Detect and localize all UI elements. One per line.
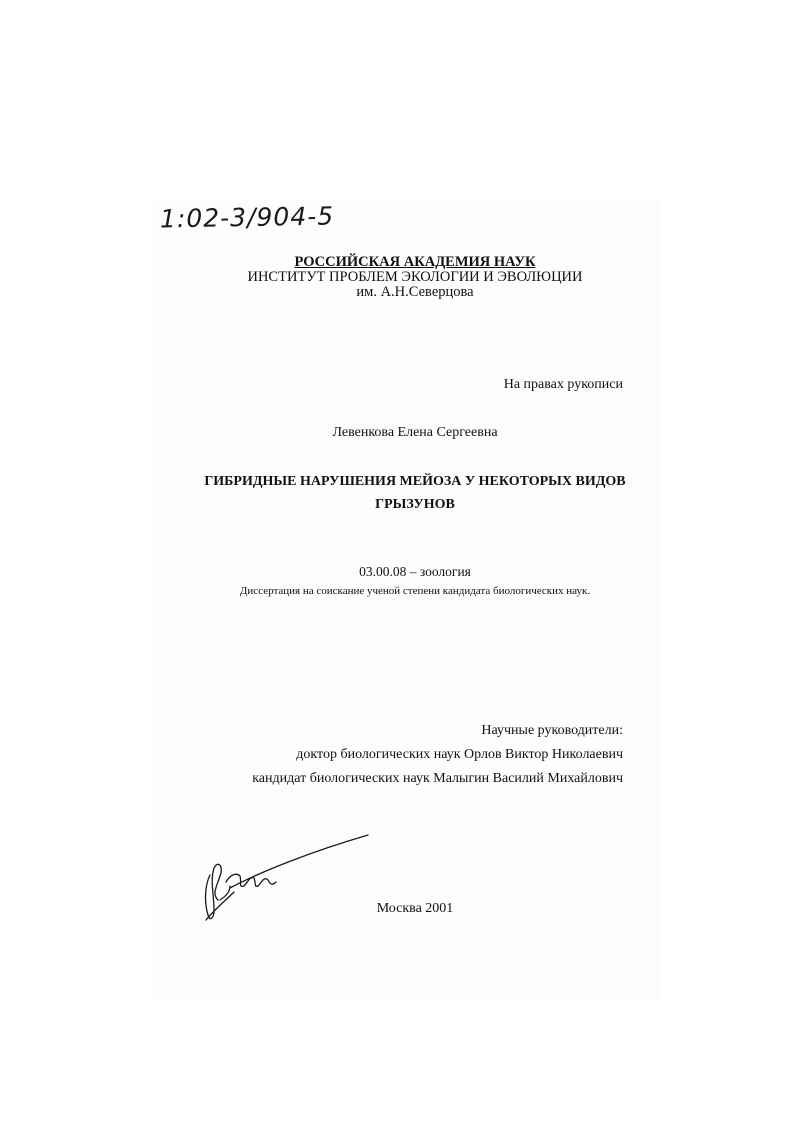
organization-block	[200, 255, 630, 300]
supervisors-heading: Научные руководители:	[481, 723, 623, 738]
rights-note: На правах рукописи	[503, 377, 623, 392]
specialty-code: 03.00.08 – зоология	[359, 564, 471, 579]
city-year: Москва 2001	[376, 901, 454, 916]
thesis-title-line-2: ГРЫЗУНОВ	[375, 497, 455, 512]
supervisor-first: доктор биологических наук Орлов Виктор Николаевич	[296, 747, 623, 762]
author-name: Левенкова Елена Сергеевна	[332, 425, 498, 440]
handwritten-archive-code: 1:02-3/904-5	[159, 201, 335, 234]
supervisors-block	[252, 719, 623, 791]
academy-name: РОССИЙСКАЯ АКАДЕМИЯ НАУК	[294, 254, 536, 270]
supervisor-second: кандидат биологических наук Малыгин Василий Михайлович	[252, 771, 623, 786]
institute-name: ИНСТИТУТ ПРОБЛЕМ ЭКОЛОГИИ И ЭВОЛЮЦИИ	[247, 269, 583, 285]
degree-note: Диссертация на соискание ученой степени кандидата биологических наук.	[239, 585, 591, 597]
thesis-title-line-1: ГИБРИДНЫЕ НАРУШЕНИЯ МЕЙОЗА У НЕКОТОРЫХ ВИДОВ	[204, 474, 626, 489]
thesis-title	[200, 470, 630, 516]
institute-named-after: им. А.Н.Северцова	[356, 284, 474, 300]
